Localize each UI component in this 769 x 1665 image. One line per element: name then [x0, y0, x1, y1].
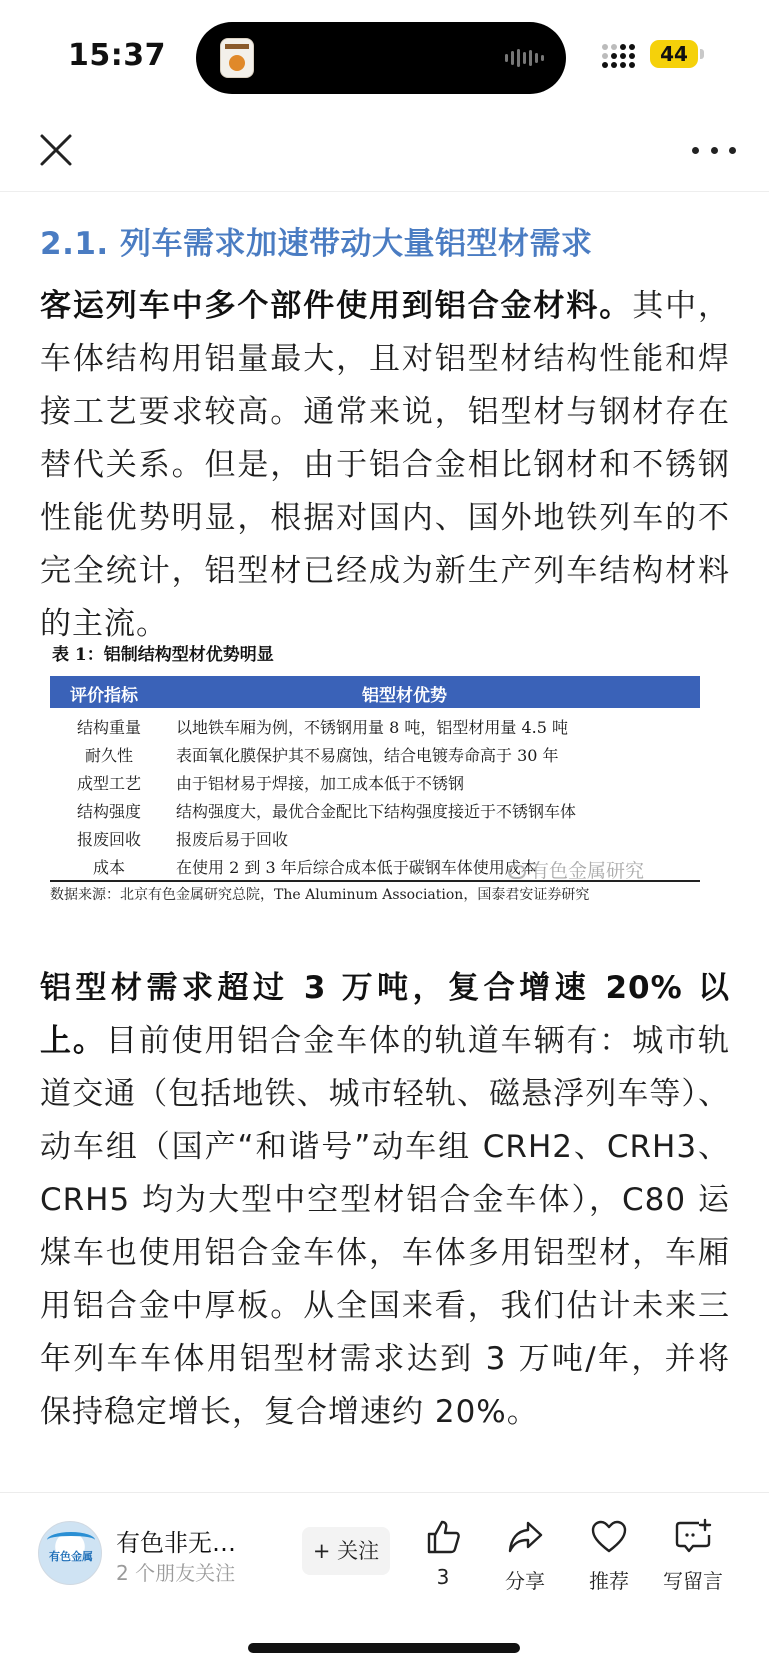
watermark — [508, 856, 644, 883]
table-cell: 报废回收 — [76, 830, 141, 849]
table-cell: 由于铝材易于焊接，加工成本低于不锈钢 — [176, 774, 465, 793]
avatar-logo-arc — [47, 1532, 95, 1548]
table-cell: 成本 — [92, 858, 125, 877]
watermark-text: 有色金属研究 — [530, 860, 645, 882]
table-row — [50, 768, 700, 796]
table-cell: 以地铁车厢为例，不锈钢用量 8 吨，铝型材用量 4.5 吨 — [176, 718, 568, 737]
table-header-col1: 评价指标 — [70, 686, 138, 706]
nav-bar — [0, 112, 769, 192]
table-cell: 耐久性 — [84, 746, 133, 765]
table-row — [50, 824, 700, 852]
table-row — [50, 796, 700, 824]
share-label: 分享 — [505, 1569, 545, 1593]
bottom-bar — [0, 1492, 769, 1665]
status-time: 15:37 — [68, 38, 166, 73]
table-cell: 结构强度 — [76, 802, 141, 821]
table-header-col2: 铝型材优势 — [362, 686, 447, 706]
avatar-logo-text: 有色金属 — [49, 1550, 93, 1563]
paragraph-2 — [40, 962, 730, 1439]
table-row — [50, 740, 700, 768]
table-cell: 报废后易于回收 — [176, 830, 289, 849]
island-app-icon — [220, 38, 254, 78]
paragraph-1 — [40, 280, 730, 651]
paragraph-2-body: 目前使用铝合金车体的轨道车辆有：城市轨道交通（包括地铁、城市轻轨、磁悬浮列车等）、动车组（国产“和谐号”动车组 CRH2、CRH3、CRH5 均为大型中空型材铝合金车体），C80 运煤车也使用铝合金车体，车体多用铝型材，车厢用铝合金中厚板。从全国来看，我们估计未来三年列车车体用铝型材需求达到 3 万吨/年，并将保持稳定增长，复合增速约 20%。 — [40, 1023, 731, 1430]
comment-button[interactable] — [648, 1517, 738, 1594]
comment-label: 写留言 — [663, 1569, 723, 1593]
table-source: 数据来源：北京有色金属研究总院，The Aluminum Association，国泰君安证券研究 — [50, 887, 590, 903]
share-icon — [505, 1517, 545, 1557]
home-indicator[interactable] — [248, 1643, 520, 1653]
paragraph-1-lead: 客运列车中多个部件使用到铝合金材料。 — [40, 288, 633, 324]
close-icon[interactable] — [36, 130, 76, 170]
signal-icon — [602, 44, 635, 68]
wechat-icon — [508, 865, 526, 879]
like-count: 3 — [436, 1565, 450, 1589]
dynamic-island[interactable] — [196, 22, 566, 94]
paragraph-1-body: 其中，车体结构用铝量最大，且对铝型材结构性能和焊接工艺要求较高。通常来说，铝型材与钢材存在替代关系。但是，由于铝合金相比钢材和不锈钢性能优势明显，根据对国内、国外地铁列车的不完全统计，铝型材已经成为新生产列车结构材料的主流。 — [40, 288, 731, 642]
table-row — [50, 712, 700, 740]
avatar[interactable] — [38, 1521, 102, 1585]
table-caption: 表 1：铝制结构型材优势明显 — [52, 645, 274, 665]
like-button[interactable] — [398, 1517, 488, 1589]
account-followers: 2 个朋友关注 — [116, 1561, 236, 1585]
heart-icon — [589, 1517, 629, 1557]
status-bar — [0, 0, 769, 112]
share-button[interactable] — [480, 1517, 570, 1594]
table-cell: 在使用 2 到 3 年后综合成本低于碳钢车体使用成本 — [176, 858, 537, 877]
thumbs-up-icon — [423, 1517, 463, 1557]
more-icon[interactable] — [692, 142, 736, 158]
table-image[interactable] — [46, 640, 708, 920]
audio-wave-icon — [505, 48, 544, 68]
article-content — [0, 192, 769, 1492]
comment-add-icon — [673, 1517, 713, 1557]
table-cell: 成型工艺 — [76, 774, 141, 793]
account-name[interactable]: 有色非无… — [116, 1529, 236, 1557]
battery-icon: 44 — [650, 40, 698, 68]
section-title: 2.1. 列车需求加速带动大量铝型材需求 — [40, 226, 593, 262]
table-cell: 表面氧化膜保护其不易腐蚀，结合电镀寿命高于 30 年 — [176, 746, 559, 765]
battery-tip — [700, 49, 704, 59]
table-cell: 结构强度大，最优合金配比下结构强度接近于不锈钢车体 — [176, 802, 577, 821]
table-cell: 结构重量 — [76, 718, 141, 737]
recommend-button[interactable] — [564, 1517, 654, 1594]
recommend-label: 推荐 — [589, 1569, 629, 1593]
follow-button[interactable]: + 关注 — [302, 1527, 390, 1575]
table-header — [50, 676, 700, 708]
paragraph-2-lead: 铝型材需求超过 3 万吨，复合增速 20% 以上。 — [40, 970, 730, 1059]
